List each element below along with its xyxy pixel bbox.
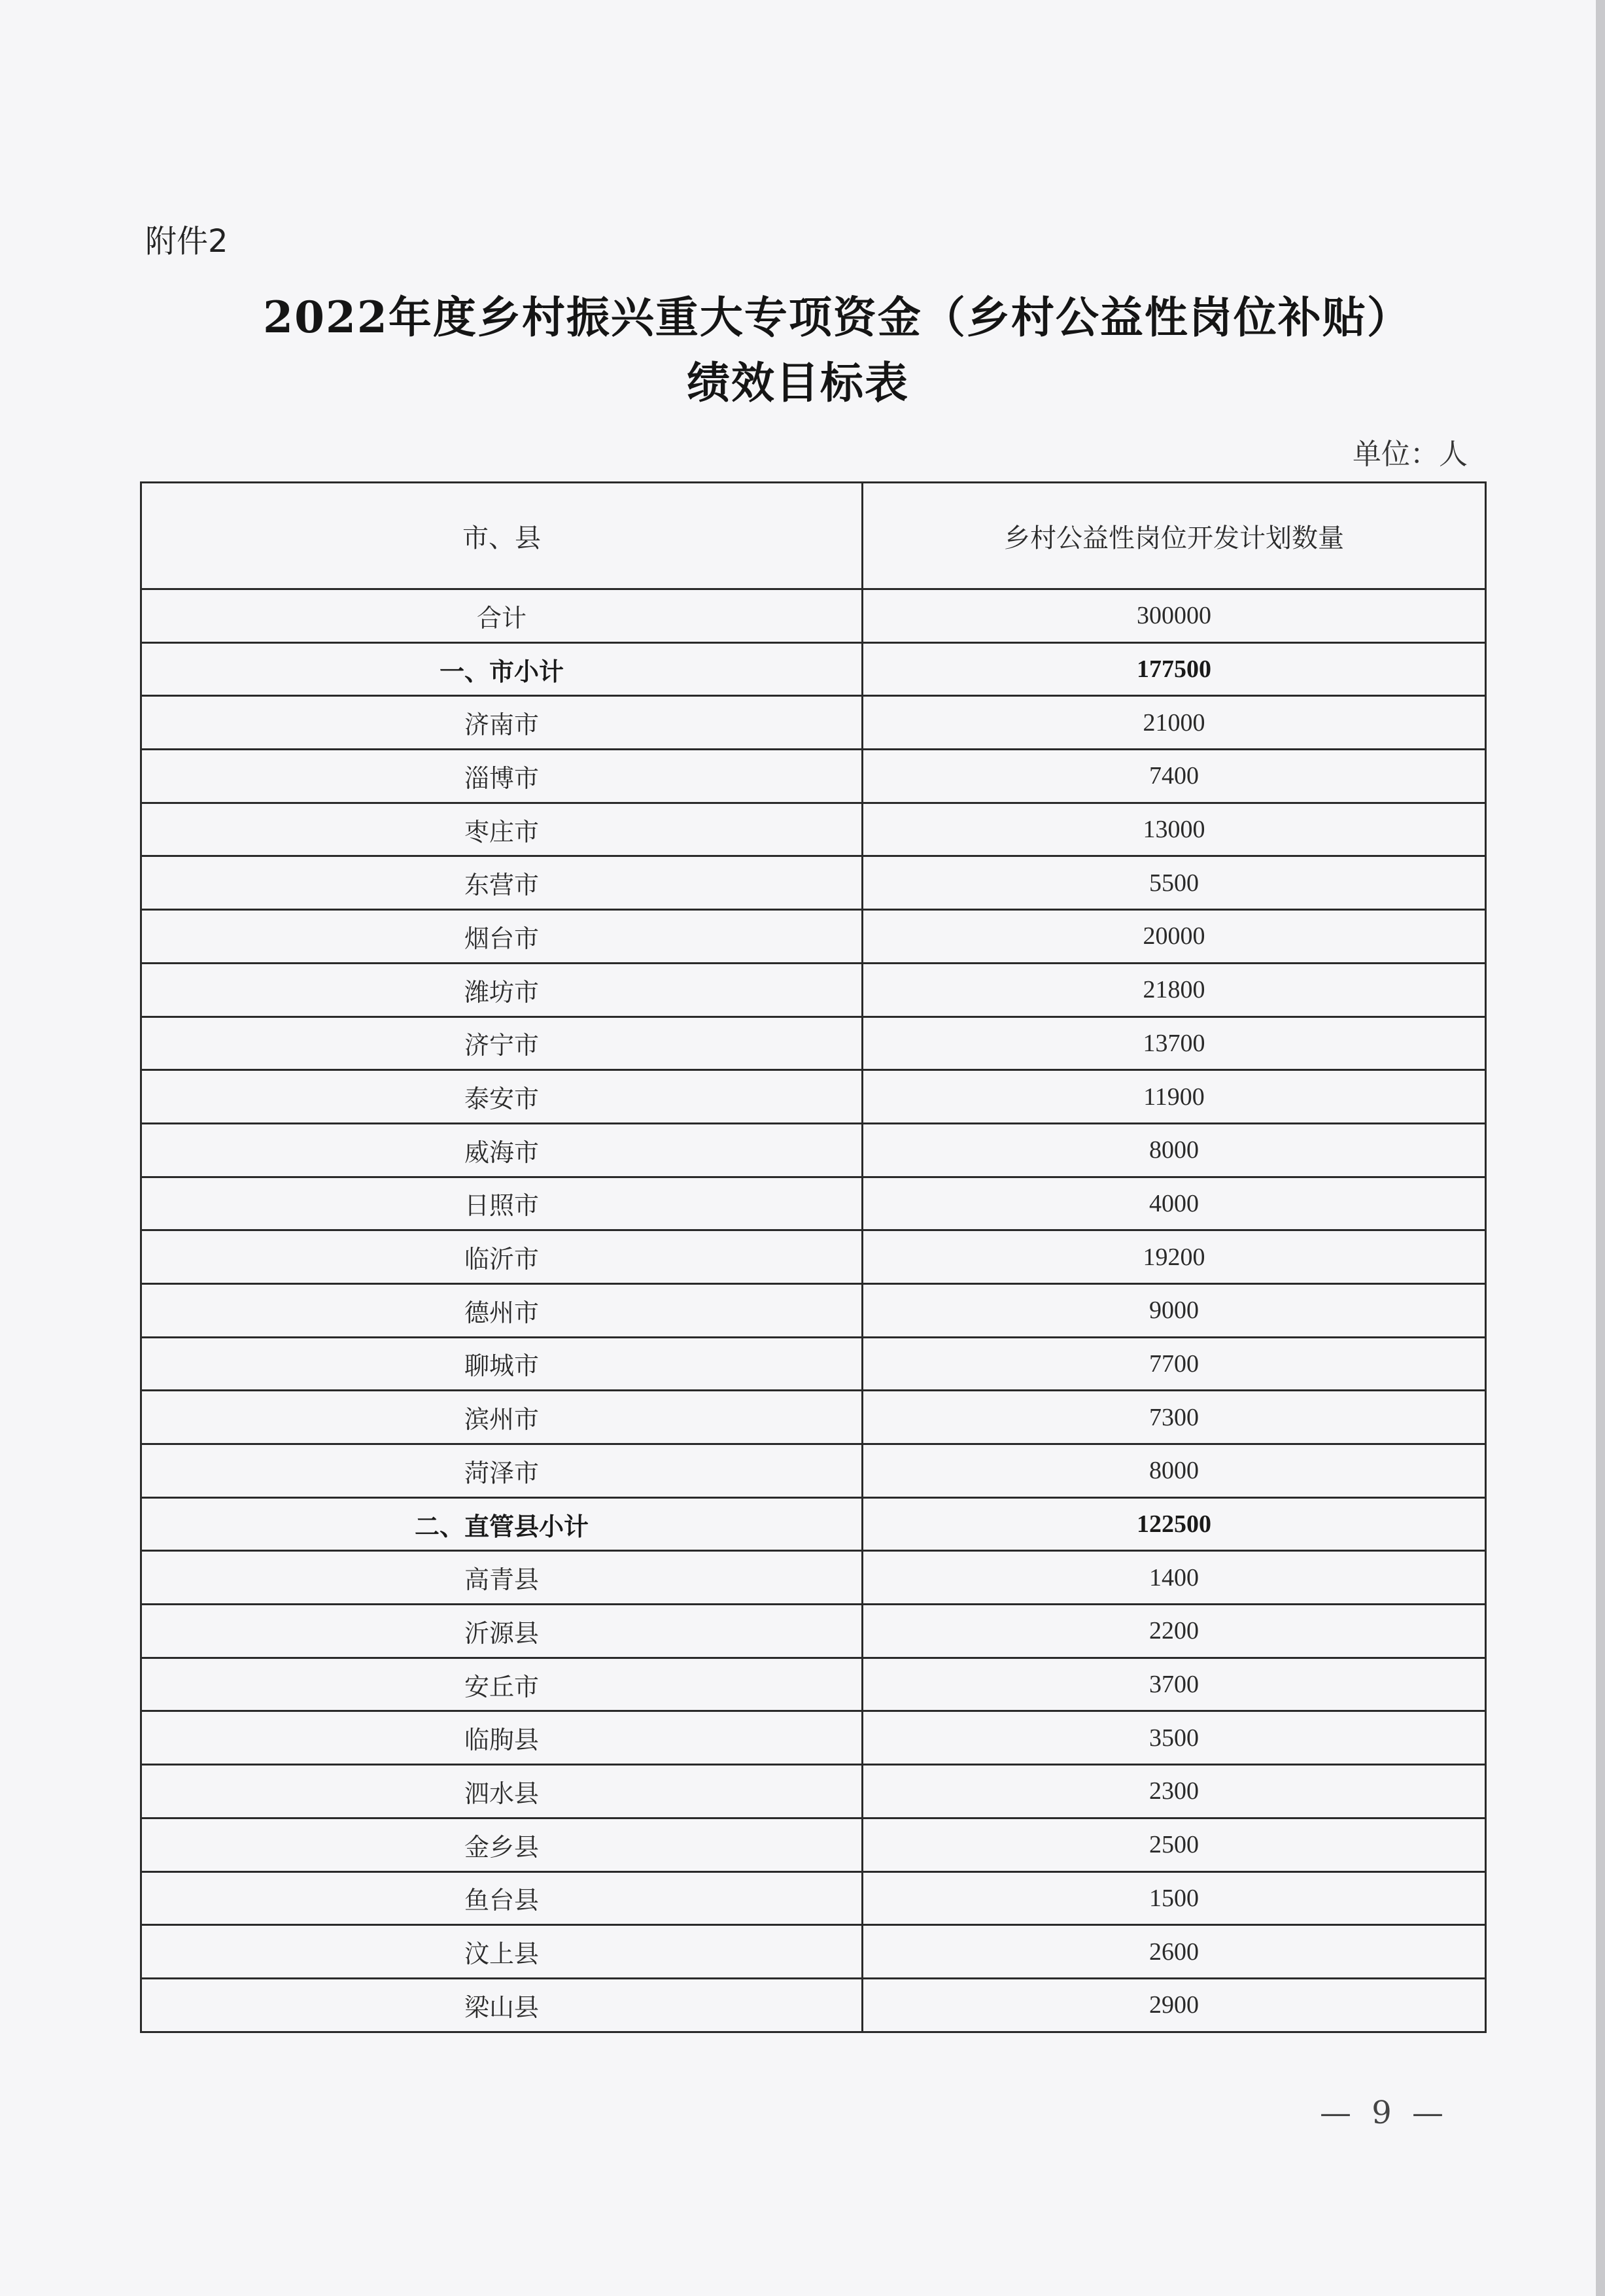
quantity-cell: 3700: [863, 1658, 1486, 1711]
target-table: [140, 481, 1487, 2033]
quantity-cell: 1500: [863, 1871, 1486, 1925]
table-row: [141, 1978, 1486, 2032]
quantity-cell: 4000: [863, 1177, 1486, 1230]
table-subtotal-row: [141, 1497, 1486, 1551]
region-cell: 安丘市: [141, 1658, 863, 1711]
quantity-cell: 1400: [863, 1551, 1486, 1605]
region-cell: 济南市: [141, 696, 863, 750]
table-row: [141, 1551, 1486, 1605]
region-cell: 沂源县: [141, 1605, 863, 1658]
region-cell: 泰安市: [141, 1070, 863, 1124]
column-header-region: 市、县: [141, 483, 863, 589]
table-header-row: [141, 483, 1486, 589]
table-row: [141, 1017, 1486, 1070]
table-row: [141, 1391, 1486, 1444]
table-row: [141, 1711, 1486, 1765]
region-cell: 梁山县: [141, 1978, 863, 2032]
quantity-cell: 3500: [863, 1711, 1486, 1765]
table-row: [141, 1871, 1486, 1925]
table-row: [141, 1444, 1486, 1498]
quantity-cell: 8000: [863, 1444, 1486, 1498]
quantity-cell: 7700: [863, 1337, 1486, 1391]
region-cell: 东营市: [141, 856, 863, 910]
quantity-cell: 13700: [863, 1017, 1486, 1070]
table-row: [141, 1177, 1486, 1230]
table-row: [141, 1283, 1486, 1337]
quantity-cell: 13000: [863, 803, 1486, 856]
quantity-cell: 21800: [863, 963, 1486, 1017]
page-title: 2022年度乡村振兴重大专项资金（乡村公益性岗位补贴）: [263, 292, 1411, 343]
region-cell: 临沂市: [141, 1230, 863, 1284]
region-cell: 聊城市: [141, 1337, 863, 1391]
table-subtotal-row: [141, 642, 1486, 696]
quantity-cell: 122500: [863, 1497, 1486, 1551]
quantity-cell: 300000: [863, 589, 1486, 643]
table-row: [141, 1123, 1486, 1177]
quantity-cell: 21000: [863, 696, 1486, 750]
table-row: [141, 963, 1486, 1017]
quantity-cell: 2900: [863, 1978, 1486, 2032]
quantity-cell: 2600: [863, 1925, 1486, 1979]
quantity-cell: 2200: [863, 1605, 1486, 1658]
table-row: [141, 1925, 1486, 1979]
table-row: [141, 589, 1486, 643]
quantity-cell: 19200: [863, 1230, 1486, 1284]
table-row: [141, 803, 1486, 856]
quantity-cell: 2500: [863, 1818, 1486, 1871]
table-row: [141, 1765, 1486, 1818]
region-cell: 二、直管县小计: [141, 1497, 863, 1551]
table-row: [141, 910, 1486, 964]
page-number: — 9 —: [1320, 2095, 1449, 2131]
table-row: [141, 750, 1486, 803]
quantity-cell: 2300: [863, 1765, 1486, 1818]
region-cell: 临朐县: [141, 1711, 863, 1765]
region-cell: 泗水县: [141, 1765, 863, 1818]
page-subtitle: 绩效目标表: [687, 357, 909, 408]
quantity-cell: 20000: [863, 910, 1486, 964]
region-cell: 一、市小计: [141, 642, 863, 696]
table-row: [141, 696, 1486, 750]
region-cell: 枣庄市: [141, 803, 863, 856]
region-cell: 济宁市: [141, 1017, 863, 1070]
region-cell: 威海市: [141, 1123, 863, 1177]
page-edge: [1596, 0, 1605, 2296]
quantity-cell: 9000: [863, 1283, 1486, 1337]
region-cell: 高青县: [141, 1551, 863, 1605]
table-row: [141, 1818, 1486, 1871]
region-cell: 烟台市: [141, 910, 863, 964]
table-row: [141, 1337, 1486, 1391]
quantity-cell: 177500: [863, 642, 1486, 696]
region-cell: 菏泽市: [141, 1444, 863, 1498]
region-cell: 滨州市: [141, 1391, 863, 1444]
quantity-cell: 7400: [863, 750, 1486, 803]
column-header-quantity: 乡村公益性岗位开发计划数量: [863, 483, 1486, 589]
region-cell: 鱼台县: [141, 1871, 863, 1925]
table-row: [141, 1658, 1486, 1711]
region-cell: 汶上县: [141, 1925, 863, 1979]
table-row: [141, 1605, 1486, 1658]
table-row: [141, 856, 1486, 910]
region-cell: 德州市: [141, 1283, 863, 1337]
table-body: [141, 589, 1486, 2032]
table-row: [141, 1070, 1486, 1124]
table-row: [141, 1230, 1486, 1284]
attachment-label: 附件2: [145, 223, 228, 260]
quantity-cell: 11900: [863, 1070, 1486, 1124]
region-cell: 日照市: [141, 1177, 863, 1230]
region-cell: 金乡县: [141, 1818, 863, 1871]
quantity-cell: 5500: [863, 856, 1486, 910]
unit-label: 单位：人: [1353, 438, 1468, 471]
quantity-cell: 7300: [863, 1391, 1486, 1444]
region-cell: 淄博市: [141, 750, 863, 803]
region-cell: 合计: [141, 589, 863, 643]
quantity-cell: 8000: [863, 1123, 1486, 1177]
region-cell: 潍坊市: [141, 963, 863, 1017]
